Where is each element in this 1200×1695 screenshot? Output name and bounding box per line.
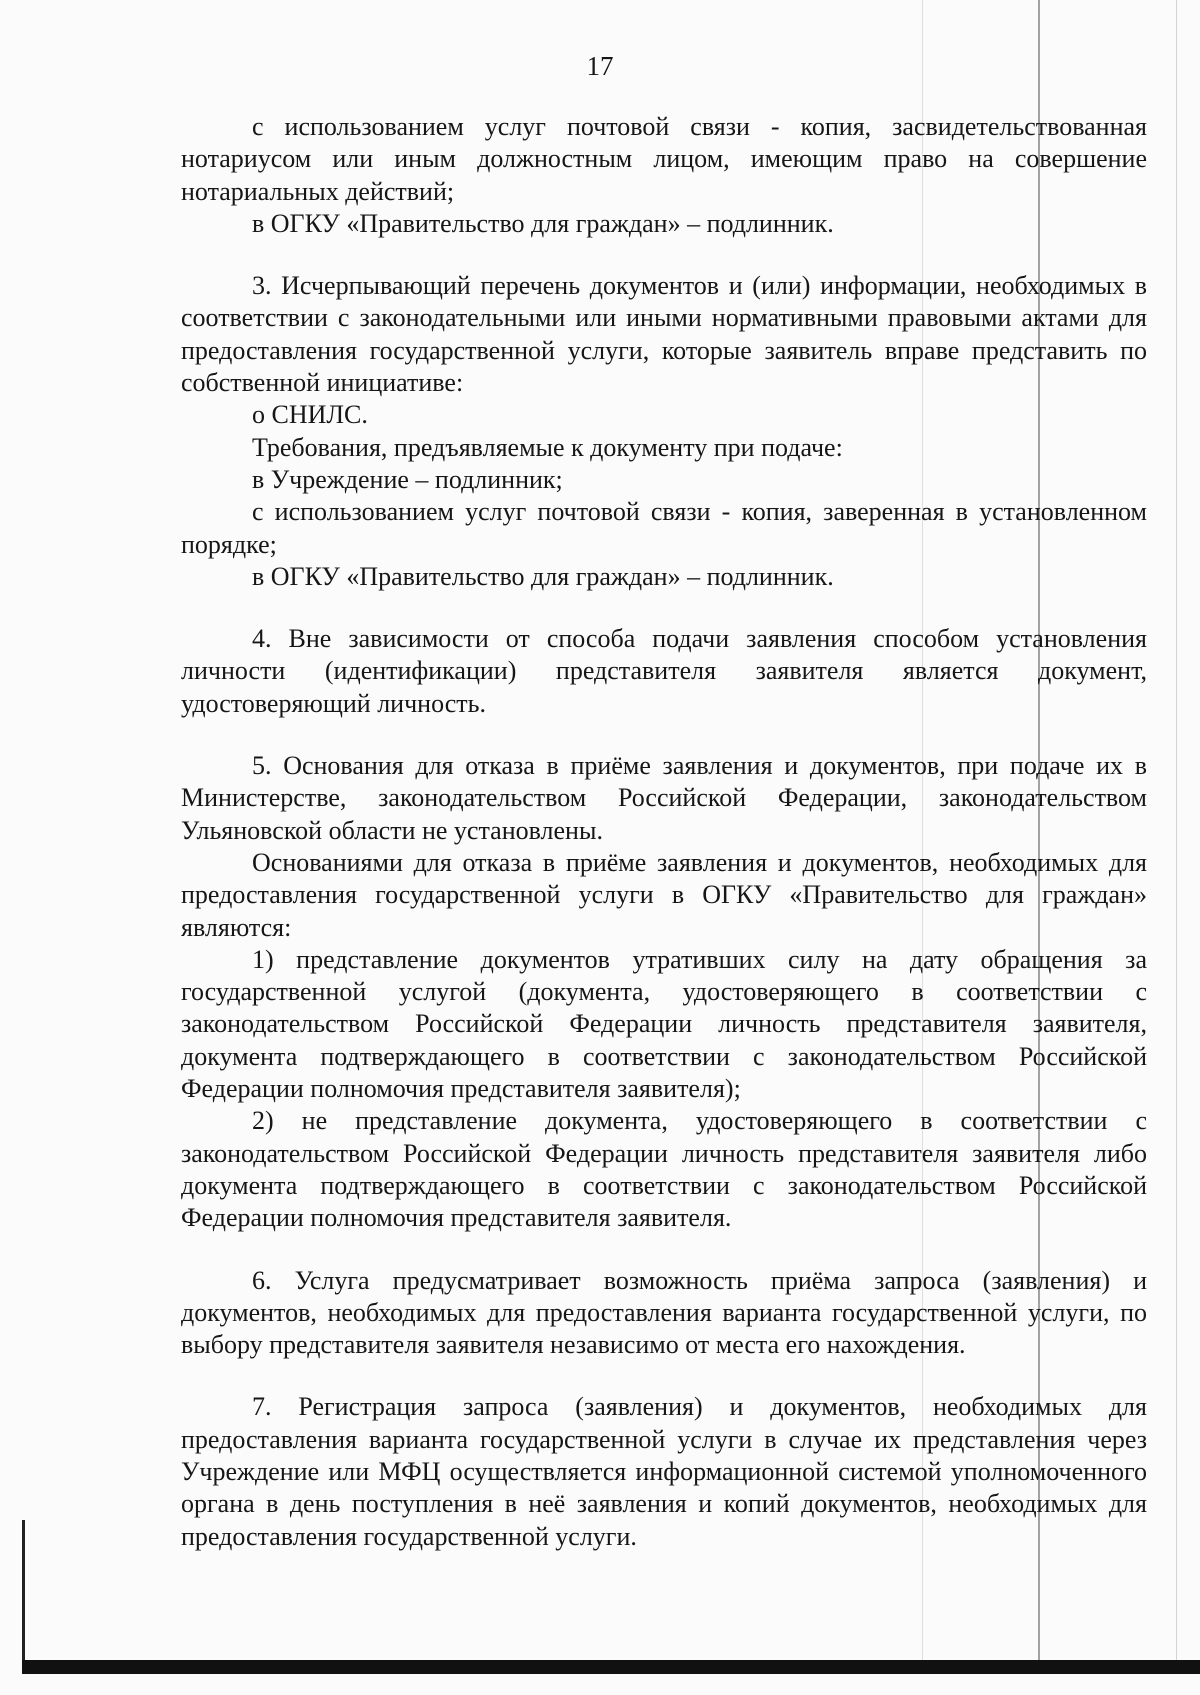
paragraph: с использованием услуг почтовой связи - копия, засвидетельствованная нотариусом или иным должностным лицом, имеющим право на совершение нотариальных действий;	[181, 112, 1147, 206]
paragraph: в ОГКУ «Правительство для граждан» – подлинник.	[252, 208, 834, 238]
document-body	[181, 111, 1147, 1553]
paragraph-section-7: 7. Регистрация запроса (заявления) и документов, необходимых для предоставления варианта государственной услуги в случае их представления через Учреждение или МФЦ осуществляется информационной системой уполномоченного органа в день поступления в неё заявления и копий документов, необходимых для предоставления государственной услуги.	[181, 1392, 1147, 1551]
scan-edge-shadow	[22, 1520, 25, 1674]
scan-edge-shadow	[22, 1660, 1200, 1674]
paragraph-section-6: 6. Услуга предусматривает возможность приёма запроса (заявления) и документов, необходимых для предоставления варианта государственной услуги, по выбору представителя заявителя независимо от места его нахождения.	[181, 1265, 1147, 1360]
page-number: 17	[586, 51, 614, 81]
paragraph-section-5: 5. Основания для отказа в приёме заявления и документов, при подаче их в Министерстве, законодательством Российской Федерации, законодательством Ульяновской области не установлены.	[181, 751, 1147, 845]
paragraph: о СНИЛС.	[252, 400, 368, 430]
paragraph: Основаниями для отказа в приёме заявления и документов, необходимых для предоставления государственной услуги в ОГКУ «Правительство для граждан» являются:	[181, 847, 1147, 942]
list-item: 1) представление документов утративших силу на дату обращения за государственной услугой (документа, удостоверяющего в соответствии с законодательством Российской Федерации личность представителя заявителя, документа подтверждающего в соответствии с законодательством Российской Федерации полномочия представителя заявителя);	[181, 944, 1147, 1104]
paragraph: в ОГКУ «Правительство для граждан» – подлинник.	[252, 561, 834, 591]
paragraph-section-4: 4. Вне зависимости от способа подачи заявления способом установления личности (идентификации) представителя заявителя является документ, удостоверяющий личность.	[181, 624, 1147, 718]
paragraph-section-3: 3. Исчерпывающий перечень документов и (или) информации, необходимых в соответствии с законодательными или иными нормативными правовыми актами для предоставления государственной услуги, которые заявитель вправе представить по собственной инициативе:	[181, 271, 1147, 398]
paragraph: в Учреждение – подлинник;	[252, 464, 563, 494]
paragraph: с использованием услуг почтовой связи - копия, заверенная в установленном порядке;	[181, 497, 1147, 559]
list-item: 2) не представление документа, удостоверяющего в соответствии с законодательством Российской Федерации личность представителя заявителя либо документа подтверждающего в соответствии с законодательством Российской Федерации полномочия представителя заявителя.	[181, 1106, 1147, 1233]
scan-artifact-line	[1176, 0, 1177, 1660]
paragraph: Требования, предъявляемые к документу при подаче:	[252, 432, 843, 462]
